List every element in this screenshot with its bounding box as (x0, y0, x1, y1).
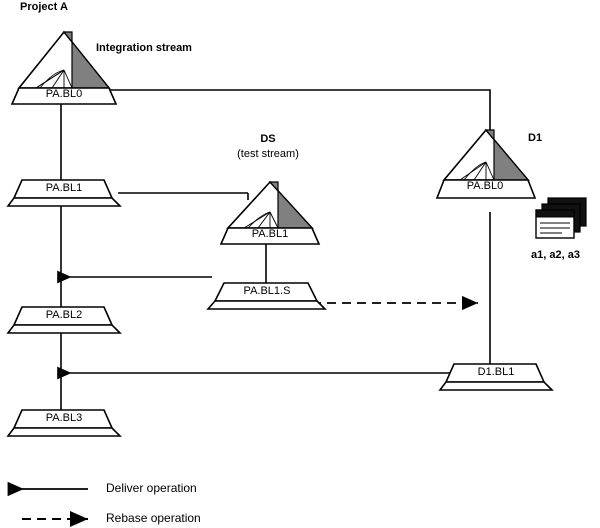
baseline-d1-bl1[interactable] (440, 362, 552, 392)
legend-rebase-label: Rebase operation (106, 511, 201, 525)
stream-ds-pa-bl1[interactable] (218, 180, 322, 246)
activities-label: a1, a2, a3 (531, 249, 580, 261)
legend-deliver-label: Deliver operation (106, 481, 197, 495)
baseline-label: PA.BL2 (45, 309, 83, 321)
integration-stream-label: Integration stream (96, 42, 192, 54)
baseline-pa-bl1-integration[interactable] (8, 178, 120, 208)
baseline-label: PA.BL1.S (243, 285, 291, 297)
baseline-label: D1.BL1 (477, 366, 515, 378)
baseline-label: PA.BL3 (45, 412, 83, 424)
baseline-pa-bl2-integration[interactable] (8, 305, 120, 335)
baseline-pa-bl1-s-ds[interactable] (208, 281, 326, 311)
d1-stream-label: D1 (528, 132, 543, 144)
baseline-label: PA.BL0 (45, 88, 83, 100)
baseline-label: PA.BL1 (251, 228, 289, 240)
stream-d1-pa-bl0[interactable] (430, 128, 543, 200)
baseline-pa-bl3-integration[interactable] (8, 408, 120, 438)
activity-stack-icon (532, 196, 590, 244)
ds-stream-label: DS (260, 133, 276, 145)
baseline-label: PA.BL1 (45, 182, 83, 194)
page-title: Project A (20, 1, 68, 13)
ds-stream-sublabel: (test stream) (237, 148, 299, 160)
baseline-label: PA.BL0 (466, 180, 504, 192)
